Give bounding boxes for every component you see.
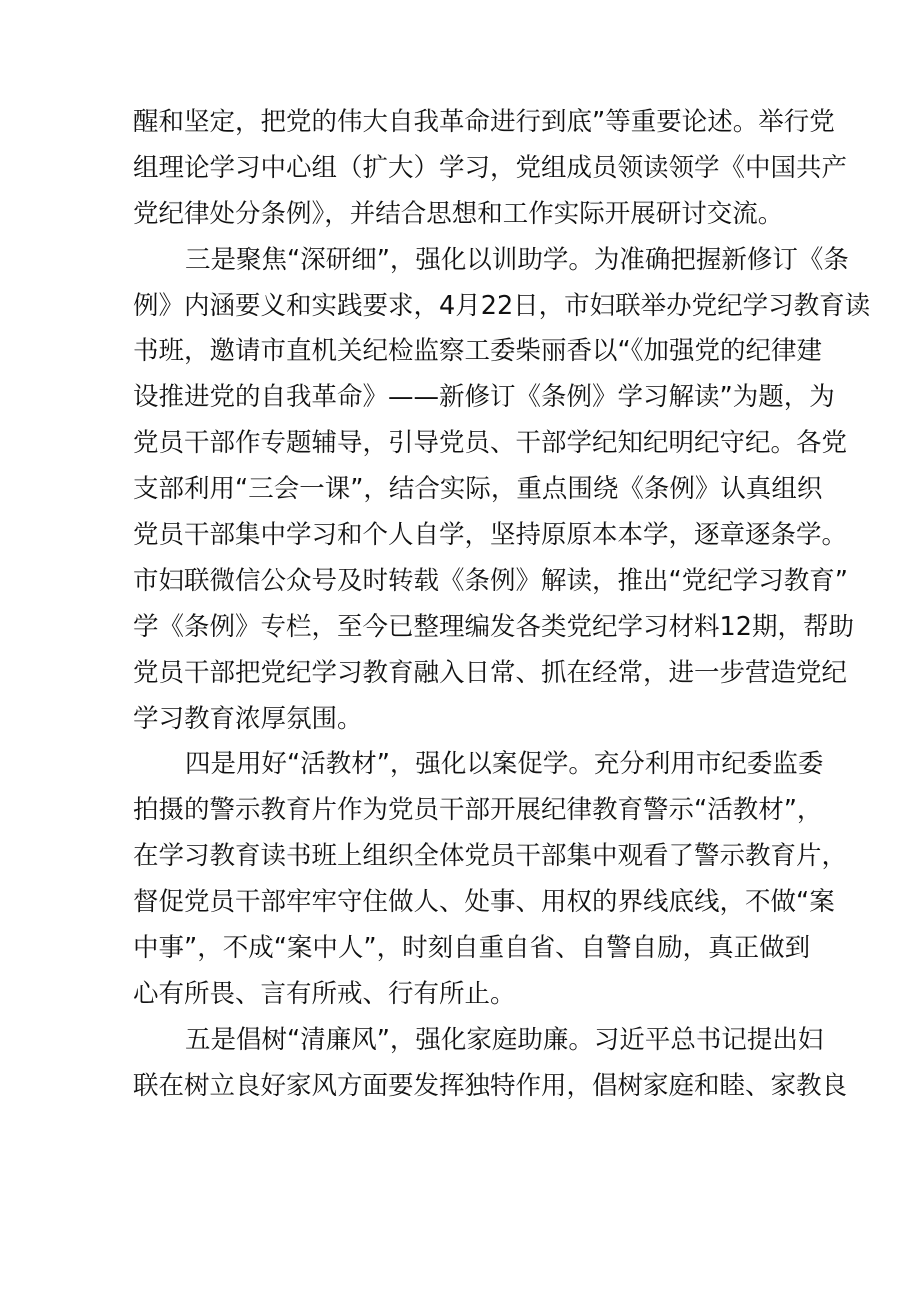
text-line: 督促党员干部牢牢守住做人、处事、用权的界线底线，不做“案 (133, 887, 835, 918)
text-line: 党员干部集中学习和个人自学，坚持原原本本学，逐章逐条学。 (133, 520, 848, 551)
text-line: 醒和坚定，把党的伟大自我革命进行到底”等重要论述。举行党 (133, 107, 835, 137)
text-line: 设推进党的自我革命》——新修订《条例》学习解读”为题，为 (133, 382, 835, 413)
text-line: 例》内涵要义和实践要求，4月22日，市妇联举办党纪学习教育读 (133, 290, 871, 321)
text-line: 在学习教育读书班上组织全体党员干部集中观看了警示教育片， (133, 841, 848, 872)
text-line: 书班，邀请市直机关纪检监察工委柴丽香以“《加强党的纪律建 (133, 336, 822, 367)
text-line: 支部利用“三会一课”，结合实际，重点围绕《条例》认真组织 (133, 474, 823, 505)
text-line: 联在树立良好家风方面要发挥独特作用，倡树家庭和睦、家教良 (133, 1070, 848, 1101)
document-body (133, 100, 871, 1110)
paragraph-5-start: 五是倡树“清廉风”，强化家庭助廉。习近平总书记提出妇 (185, 1024, 824, 1055)
text-line: 组理论学习中心组（扩大）学习，党组成员领读领学《中国共产 (133, 152, 848, 183)
text-line: 党纪律处分条例》，并结合思想和工作实际开展研讨交流。 (133, 198, 784, 229)
text-line: 拍摄的警示教育片作为党员干部开展纪律教育警示“活教材”， (133, 795, 823, 826)
text-line: 市妇联微信公众号及时转载《条例》解读，推出“党纪学习教育” (133, 565, 848, 596)
text-line: 学习教育浓厚氛围。 (133, 703, 363, 734)
text-line: 党员干部把党纪学习教育融入日常、抓在经常，进一步营造党纪 (133, 657, 848, 688)
text-line: 学《条例》专栏，至今已整理编发各类党纪学习材料12期，帮助 (133, 611, 854, 642)
text-line: 中事”，不成“案中人”，时刻自重自省、自警自励，真正做到 (133, 933, 811, 964)
paragraph-3-start: 三是聚焦“深研细”，强化以训助学。为准确把握新修订《条 (185, 244, 849, 275)
text-line: 心有所畏、言有所戒、行有所止。 (133, 978, 516, 1009)
paragraph-4-start: 四是用好“活教材”，强化以案促学。充分利用市纪委监委 (185, 749, 824, 780)
text-line: 党员干部作专题辅导，引导党员、干部学纪知纪明纪守纪。各党 (133, 428, 848, 459)
